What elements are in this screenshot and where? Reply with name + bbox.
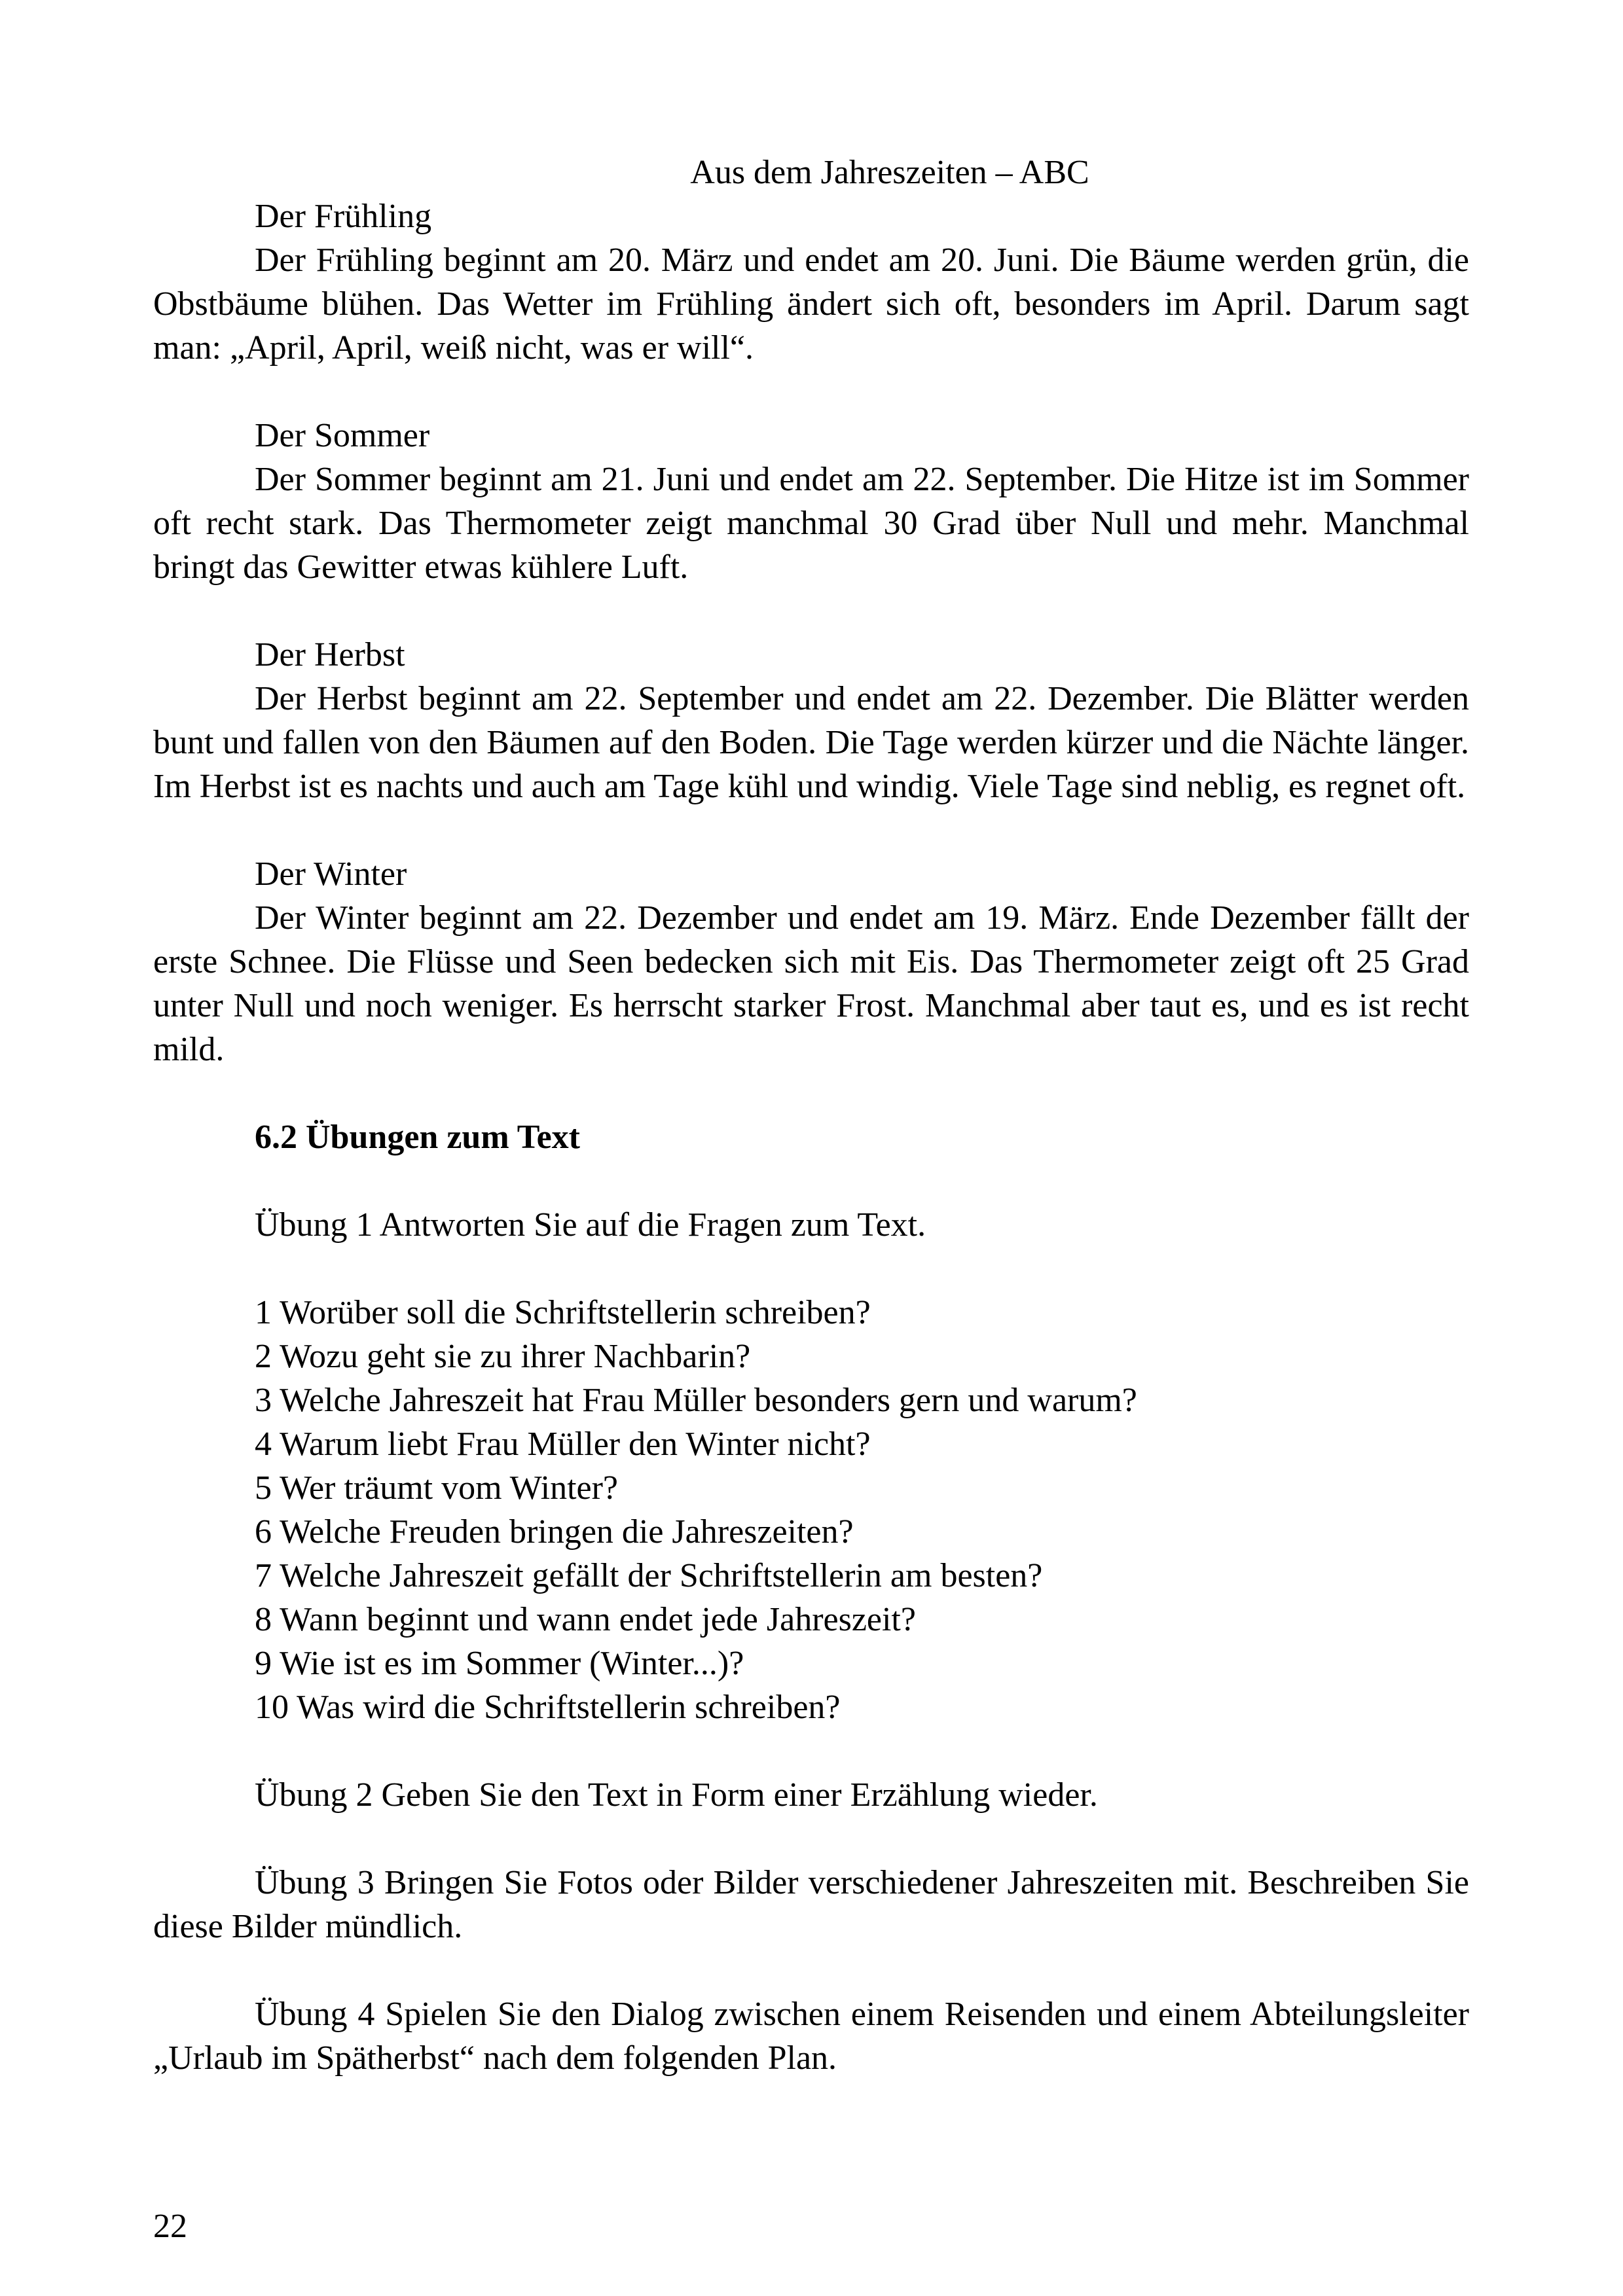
- spacer: [153, 1729, 1469, 1773]
- question-item: 9 Wie ist es im Sommer (Winter...)?: [255, 1645, 744, 1682]
- season-heading-winter: Der Winter: [255, 855, 407, 893]
- season-text-autumn: Der Herbst beginnt am 22. September und endet am 22. Dezember. Die Blätter werden bunt und fallen von den Bäumen auf den Boden. Die Tage werden kürzer und die Nächte länger. Im Herbst ist es nachts und auch am Tage kühl und windig. Viele Tage sind neblig, es regnet oft.: [153, 680, 1469, 805]
- question-item: 6 Welche Freuden bringen die Jahreszeiten?: [255, 1513, 854, 1551]
- spacer: [153, 1817, 1469, 1861]
- season-heading-summer: Der Sommer: [255, 417, 430, 454]
- season-text-summer: Der Sommer beginnt am 21. Juni und endet am 22. September. Die Hitze ist im Sommer oft recht stark. Das Thermometer zeigt manchmal 30 Grad über Null und mehr. Manchmal bringt das Gewitter etwas kühlere Luft.: [153, 461, 1469, 586]
- section-title: 6.2 Übungen zum Text: [255, 1119, 580, 1156]
- season-text-winter: Der Winter beginnt am 22. Dezember und endet am 19. März. Ende Dezember fällt der erste Schnee. Die Flüsse und Seen bedecken sich mit Eis. Das Thermometer zeigt oft 25 Grad unter Null und noch weniger. Es herrscht starker Frost. Manchmal aber taut es, und es ist recht mild.: [153, 899, 1469, 1068]
- question-item: 10 Was wird die Schriftstellerin schreiben?: [255, 1689, 841, 1726]
- question-item: 7 Welche Jahreszeit gefällt der Schriftstellerin am besten?: [255, 1557, 1043, 1594]
- spacer: [153, 1247, 1469, 1291]
- page-title: Aus dem Jahreszeiten – ABC: [690, 154, 1089, 191]
- question-item: 8 Wann beginnt und wann endet jede Jahreszeit?: [255, 1601, 916, 1638]
- spacer: [153, 1071, 1469, 1115]
- question-item: 1 Worüber soll die Schriftstellerin schreiben?: [255, 1294, 871, 1331]
- question-item: 2 Wozu geht sie zu ihrer Nachbarin?: [255, 1338, 751, 1375]
- spacer: [153, 589, 1469, 633]
- season-heading-spring: Der Frühling: [255, 198, 432, 235]
- spacer: [153, 1948, 1469, 1992]
- spacer: [153, 1159, 1469, 1203]
- exercise-2: Übung 2 Geben Sie den Text in Form einer Erzählung wieder.: [255, 1776, 1098, 1814]
- exercise-1: Übung 1 Antworten Sie auf die Fragen zum Text.: [255, 1206, 926, 1244]
- exercise-3: Übung 3 Bringen Sie Fotos oder Bilder verschiedener Jahreszeiten mit. Beschreiben Sie diese Bilder mündlich.: [153, 1864, 1469, 1945]
- question-item: 3 Welche Jahreszeit hat Frau Müller besonders gern und warum?: [255, 1382, 1137, 1419]
- question-item: 4 Warum liebt Frau Müller den Winter nicht?: [255, 1426, 871, 1463]
- spacer: [153, 808, 1469, 852]
- season-heading-autumn: Der Herbst: [255, 636, 405, 673]
- exercise-4: Übung 4 Spielen Sie den Dialog zwischen einem Reisenden und einem Abteilungsleiter „Urlaub im Spätherbst“ nach dem folgenden Plan.: [153, 1996, 1469, 2077]
- spacer: [153, 370, 1469, 414]
- page-number: 22: [153, 2208, 187, 2245]
- question-item: 5 Wer träumt vom Winter?: [255, 1469, 618, 1507]
- question-list: [153, 1291, 1469, 1729]
- season-text-spring: Der Frühling beginnt am 20. März und endet am 20. Juni. Die Bäume werden grün, die Obstbäume blühen. Das Wetter im Frühling ändert sich oft, besonders im April. Darum sagt man: „April, April, weiß nicht, was er will“.: [153, 242, 1469, 367]
- page-content: [153, 151, 1469, 2080]
